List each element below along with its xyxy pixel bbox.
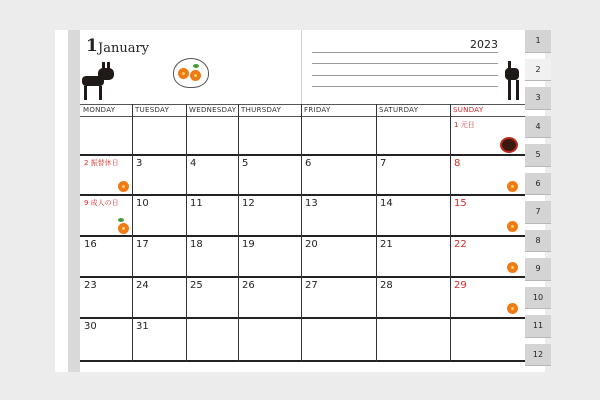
calendar-date[interactable]: 10 bbox=[136, 198, 149, 209]
memo-line bbox=[312, 86, 498, 87]
month-tab-2[interactable]: 2 bbox=[525, 59, 551, 82]
calendar-date[interactable]: 7 bbox=[380, 158, 387, 169]
calendar-date[interactable]: 6 bbox=[305, 158, 312, 169]
calendar-date[interactable]: 18 bbox=[190, 239, 203, 250]
month-number: 1 bbox=[86, 36, 98, 56]
calendar-date[interactable]: 24 bbox=[136, 280, 149, 291]
month-name: January bbox=[98, 41, 150, 56]
osechi-box-icon bbox=[500, 137, 518, 153]
flower-icon bbox=[507, 262, 518, 273]
grid-line bbox=[80, 116, 525, 117]
grid-line bbox=[80, 360, 525, 362]
grid-line bbox=[301, 104, 302, 362]
calendar-date[interactable]: 28 bbox=[380, 280, 393, 291]
planner-page bbox=[55, 30, 545, 372]
flower-icon bbox=[178, 68, 189, 79]
memo-line bbox=[312, 52, 498, 53]
grid-line bbox=[80, 317, 525, 319]
grid-line bbox=[132, 104, 133, 362]
memo-line bbox=[312, 63, 498, 64]
grid-line bbox=[80, 154, 525, 156]
calendar-date[interactable]: 25 bbox=[190, 280, 203, 291]
flower-icon bbox=[507, 181, 518, 192]
flower-icon bbox=[507, 303, 518, 314]
month-tab-7[interactable]: 7 bbox=[525, 201, 551, 224]
weekday-header: TUESDAY bbox=[135, 106, 170, 114]
flower-icon bbox=[118, 181, 129, 192]
leaf-icon bbox=[118, 218, 124, 222]
grid-line bbox=[80, 235, 525, 237]
calendar-date[interactable]: 5 bbox=[242, 158, 249, 169]
weekday-header: MONDAY bbox=[83, 106, 116, 114]
grid-line bbox=[376, 104, 377, 362]
calendar-date[interactable]: 17 bbox=[136, 239, 149, 250]
calendar-date[interactable]: 22 bbox=[454, 239, 467, 250]
year-label: 2023 bbox=[470, 38, 498, 51]
weekday-header: THURSDAY bbox=[241, 106, 282, 114]
weekday-header: SUNDAY bbox=[453, 106, 484, 114]
left-edge-tab bbox=[68, 30, 80, 372]
calendar-date[interactable]: 8 bbox=[454, 158, 461, 169]
calendar-date[interactable]: 19 bbox=[242, 239, 255, 250]
page-spine bbox=[301, 30, 302, 105]
flower-icon bbox=[190, 70, 201, 81]
grid-line bbox=[450, 104, 451, 362]
calendar-date[interactable]: 12 bbox=[242, 198, 255, 209]
calendar-date[interactable]: 9 成人の日 bbox=[84, 199, 119, 207]
memo-line bbox=[312, 75, 498, 76]
calendar-date[interactable]: 16 bbox=[84, 239, 97, 250]
flower-icon bbox=[118, 223, 129, 234]
weekday-header: WEDNESDAY bbox=[189, 106, 237, 114]
calendar-date[interactable]: 15 bbox=[454, 198, 467, 209]
weekday-header: SATURDAY bbox=[379, 106, 419, 114]
calendar-date[interactable]: 13 bbox=[305, 198, 318, 209]
calendar-date[interactable]: 23 bbox=[84, 280, 97, 291]
month-tab-5[interactable]: 5 bbox=[525, 144, 551, 167]
month-tab-3[interactable]: 3 bbox=[525, 87, 551, 110]
month-tab-9[interactable]: 9 bbox=[525, 258, 551, 281]
grid-line bbox=[80, 194, 525, 196]
calendar-date[interactable]: 1 元日 bbox=[454, 121, 475, 129]
month-tab-4[interactable]: 4 bbox=[525, 116, 551, 139]
grid-line bbox=[186, 104, 187, 362]
month-tab-10[interactable]: 10 bbox=[525, 287, 551, 310]
month-tab-bar bbox=[525, 30, 553, 372]
grid-line bbox=[80, 276, 525, 278]
calendar-date[interactable]: 14 bbox=[380, 198, 393, 209]
month-tab-6[interactable]: 6 bbox=[525, 173, 551, 196]
grid-line bbox=[80, 104, 525, 105]
flower-icon bbox=[507, 221, 518, 232]
calendar-date[interactable]: 3 bbox=[136, 158, 143, 169]
calendar-date[interactable]: 26 bbox=[242, 280, 255, 291]
month-tab-1[interactable]: 1 bbox=[525, 30, 551, 53]
grid-line bbox=[238, 104, 239, 362]
leaf-icon bbox=[193, 64, 199, 68]
calendar-date[interactable]: 21 bbox=[380, 239, 393, 250]
calendar-date[interactable]: 4 bbox=[190, 158, 197, 169]
calendar-date[interactable]: 20 bbox=[305, 239, 318, 250]
month-tab-11[interactable]: 11 bbox=[525, 315, 551, 338]
month-tab-8[interactable]: 8 bbox=[525, 230, 551, 253]
weekday-header: FRIDAY bbox=[304, 106, 331, 114]
calendar-date[interactable]: 11 bbox=[190, 198, 203, 209]
calendar-date[interactable]: 30 bbox=[84, 321, 97, 332]
calendar-date[interactable]: 27 bbox=[305, 280, 318, 291]
calendar-date[interactable]: 31 bbox=[136, 321, 149, 332]
calendar-date[interactable]: 2 振替休日 bbox=[84, 159, 119, 167]
calendar-date[interactable]: 29 bbox=[454, 280, 467, 291]
month-tab-12[interactable]: 12 bbox=[525, 344, 551, 367]
